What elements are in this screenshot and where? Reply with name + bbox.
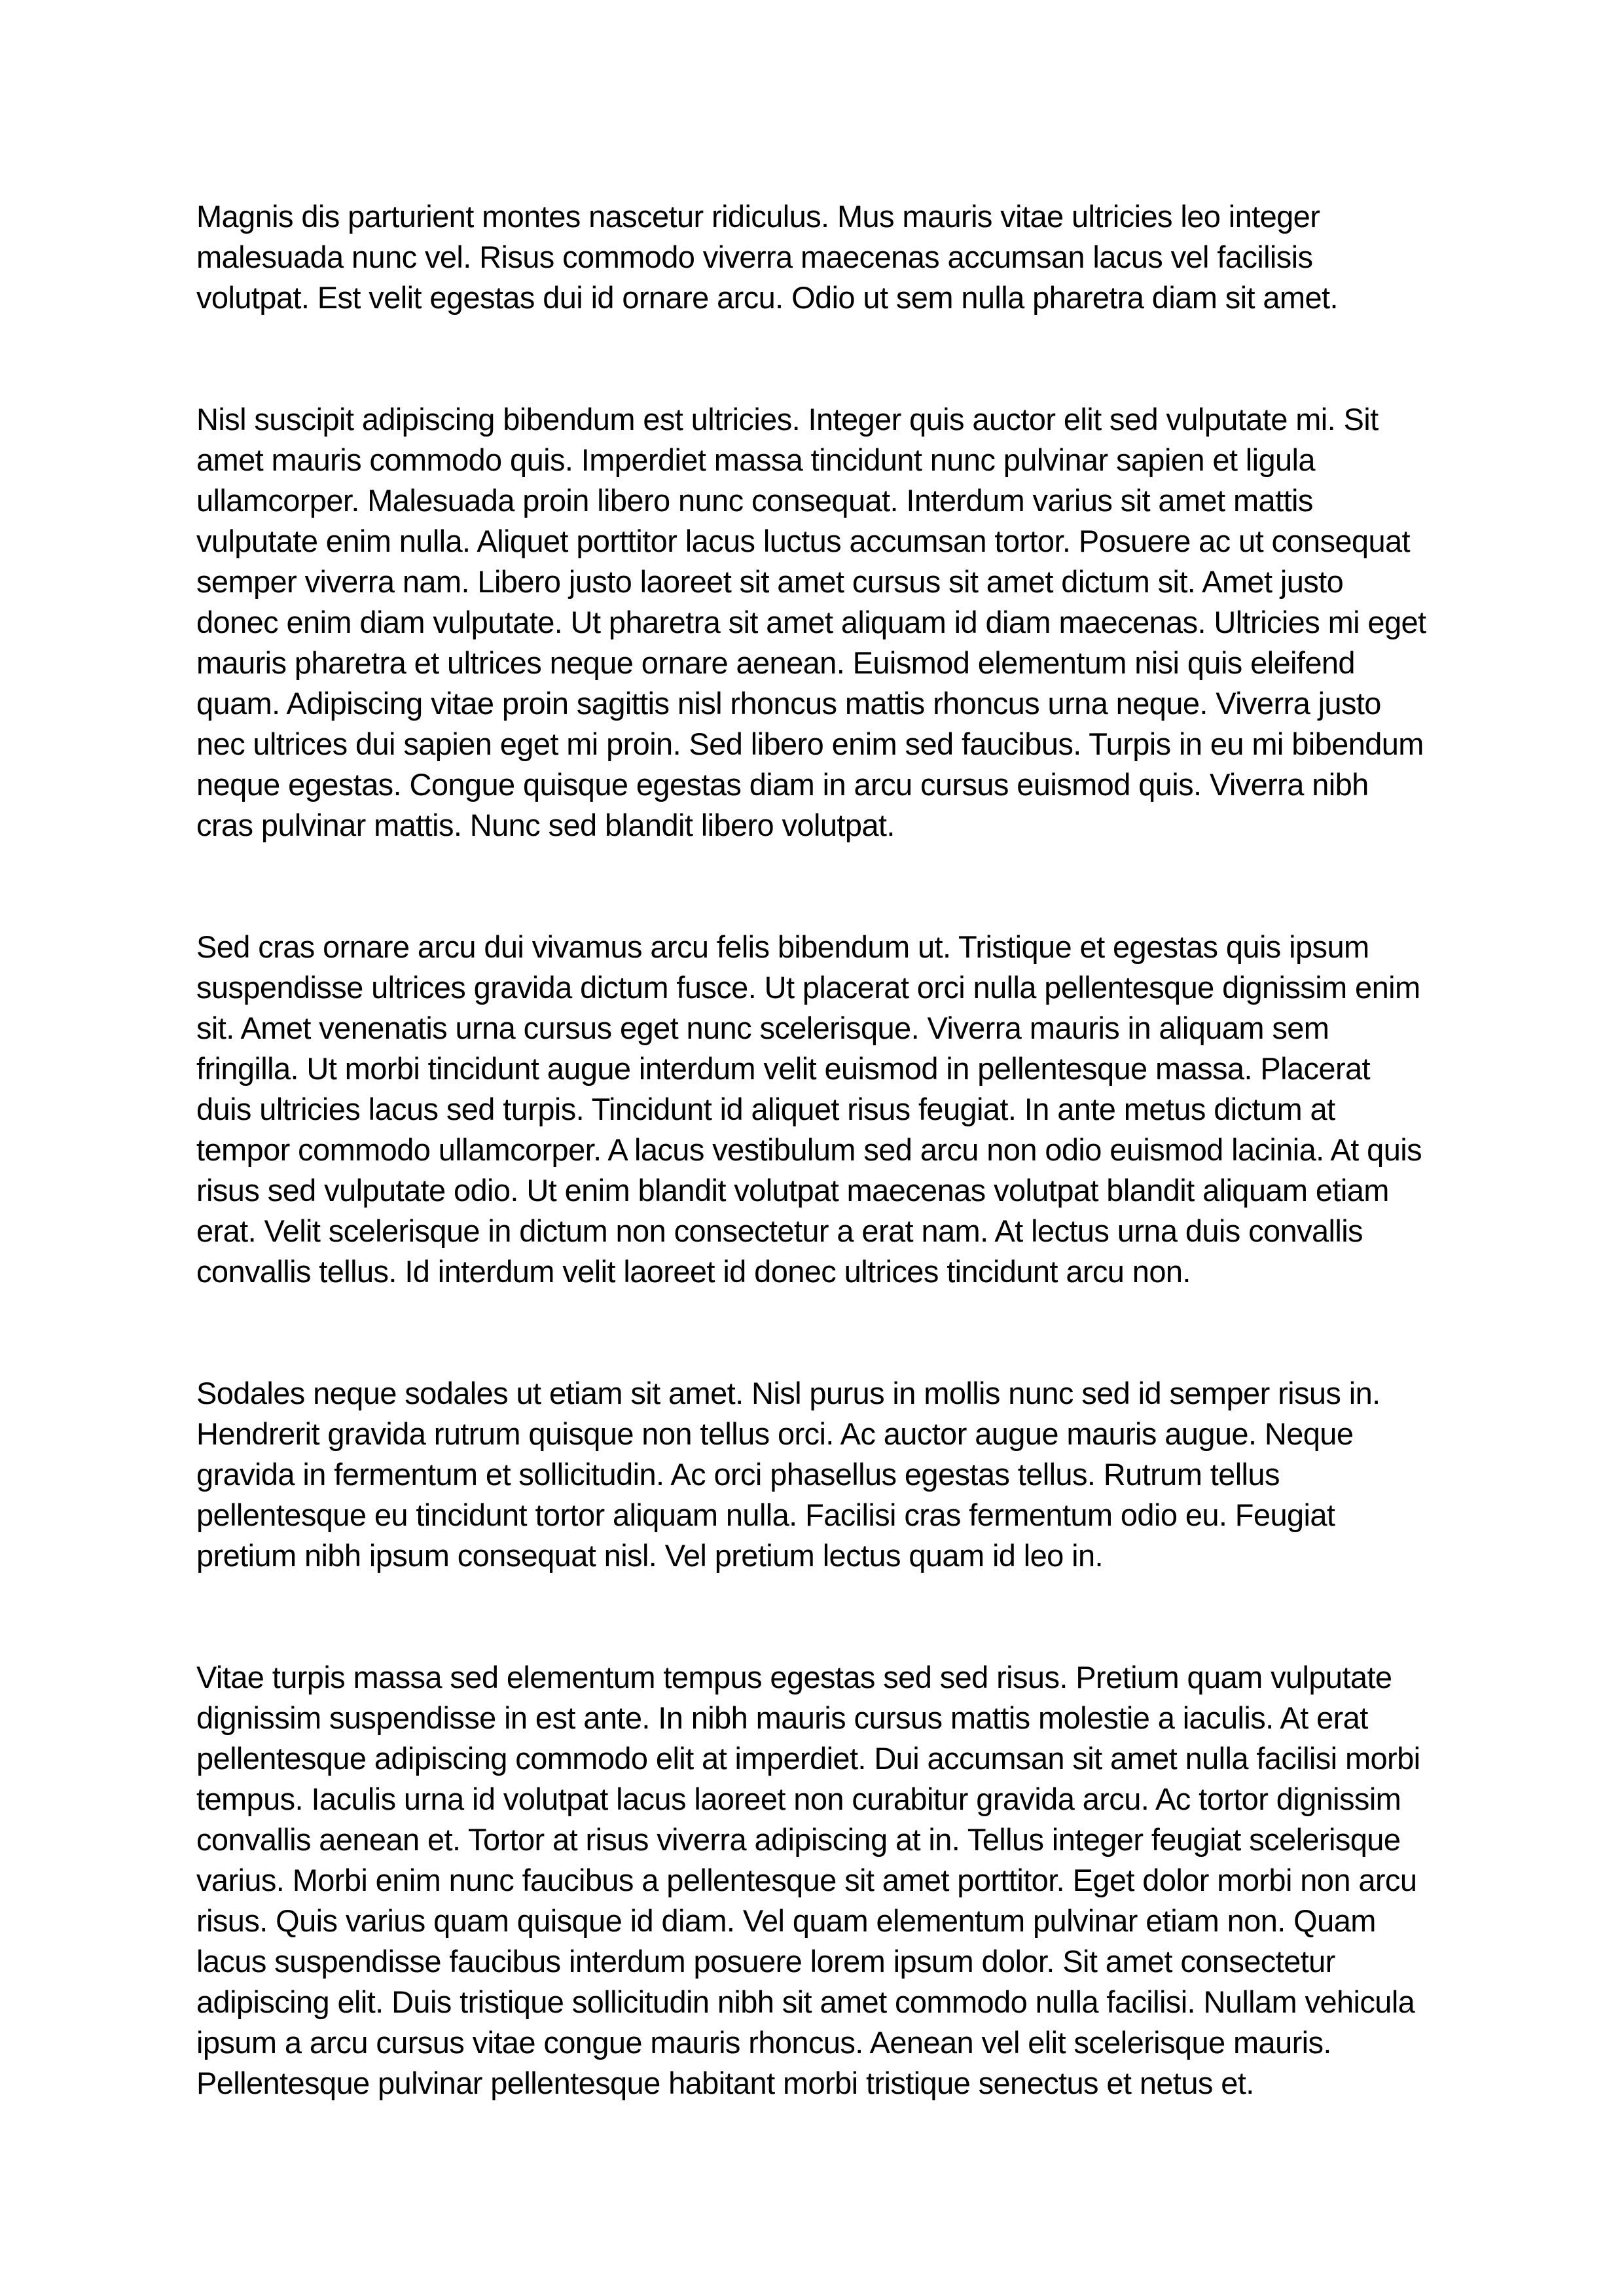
paragraph-3: Sed cras ornare arcu dui vivamus arcu felis bibendum ut. Tristique et egestas quis ipsum suspendisse ultrices gravida dictum fusce. Ut placerat orci nulla pellentesque dignissim enim sit. Amet venenatis urna cursus eget nunc scelerisque. Viverra mauris in aliquam sem fringilla. Ut morbi tincidunt augue interdum velit euismod in pellentesque massa. Placerat duis ultricies lacus sed turpis. Tincidunt id aliquet risus feugiat. In ante metus dictum at tempor commodo ullamcorper. A lacus vestibulum sed arcu non odio euismod lacinia. At quis risus sed vulputate odio. Ut enim blandit volutpat maecenas volutpat blandit aliquam etiam erat. Velit scelerisque in dictum non consectetur a erat nam. At lectus urna duis convallis convallis tellus. Id interdum velit laoreet id donec ultrices tincidunt arcu non. [196, 929, 1422, 1289]
document-body-text [196, 196, 1428, 2104]
paragraph-2: Nisl suscipit adipiscing bibendum est ultricies. Integer quis auctor elit sed vulputate mi. Sit amet mauris commodo quis. Imperdiet massa tincidunt nunc pulvinar sapien et ligula ullamcorper. Malesuada proin libero nunc consequat. Interdum varius sit amet mattis vulputate enim nulla. Aliquet porttitor lacus luctus accumsan tortor. Posuere ac ut consequat semper viverra nam. Libero justo laoreet sit amet cursus sit amet dictum sit. Amet justo donec enim diam vulputate. Ut pharetra sit amet aliquam id diam maecenas. Ultricies mi eget mauris pharetra et ultrices neque ornare aenean. Euismod elementum nisi quis eleifend quam. Adipiscing vitae proin sagittis nisl rhoncus mattis rhoncus urna neque. Viverra justo nec ultrices dui sapien eget mi proin. Sed libero enim sed faucibus. Turpis in eu mi bibendum neque egestas. Congue quisque egestas diam in arcu cursus euismod quis. Viverra nibh cras pulvinar mattis. Nunc sed blandit libero volutpat. [196, 402, 1426, 842]
paragraph-5: Vitae turpis massa sed elementum tempus egestas sed sed risus. Pretium quam vulputate dignissim suspendisse in est ante. In nibh mauris cursus mattis molestie a iaculis. At erat pellentesque adipiscing commodo elit at imperdiet. Dui accumsan sit amet nulla facilisi morbi tempus. Iaculis urna id volutpat lacus laoreet non curabitur gravida arcu. Ac tortor dignissim convallis aenean et. Tortor at risus viverra adipiscing at in. Tellus integer feugiat scelerisque varius. Morbi enim nunc faucibus a pellentesque sit amet porttitor. Eget dolor morbi non arcu risus. Quis varius quam quisque id diam. Vel quam elementum pulvinar etiam non. Quam lacus suspendisse faucibus interdum posuere lorem ipsum dolor. Sit amet consectetur adipiscing elit. Duis tristique sollicitudin nibh sit amet commodo nulla facilisi. Nullam vehicula ipsum a arcu cursus vitae congue mauris rhoncus. Aenean vel elit scelerisque mauris. Pellentesque pulvinar pellentesque habitant morbi tristique senectus et netus et. [196, 1660, 1420, 2100]
paragraph-1: Magnis dis parturient montes nascetur ridiculus. Mus mauris vitae ultricies leo integer malesuada nunc vel. Risus commodo viverra maecenas accumsan lacus vel facilisis volutpat. Est velit egestas dui id ornare arcu. Odio ut sem nulla pharetra diam sit amet. [196, 199, 1338, 315]
paragraph-4: Sodales neque sodales ut etiam sit amet. Nisl purus in mollis nunc sed id semper risus in. Hendrerit gravida rutrum quisque non tellus orci. Ac auctor augue mauris augue. Neque gravida in fermentum et sollicitudin. Ac orci phasellus egestas tellus. Rutrum tellus pellentesque eu tincidunt tortor aliquam nulla. Facilisi cras fermentum odio eu. Feugiat pretium nibh ipsum consequat nisl. Vel pretium lectus quam id leo in. [196, 1376, 1380, 1573]
